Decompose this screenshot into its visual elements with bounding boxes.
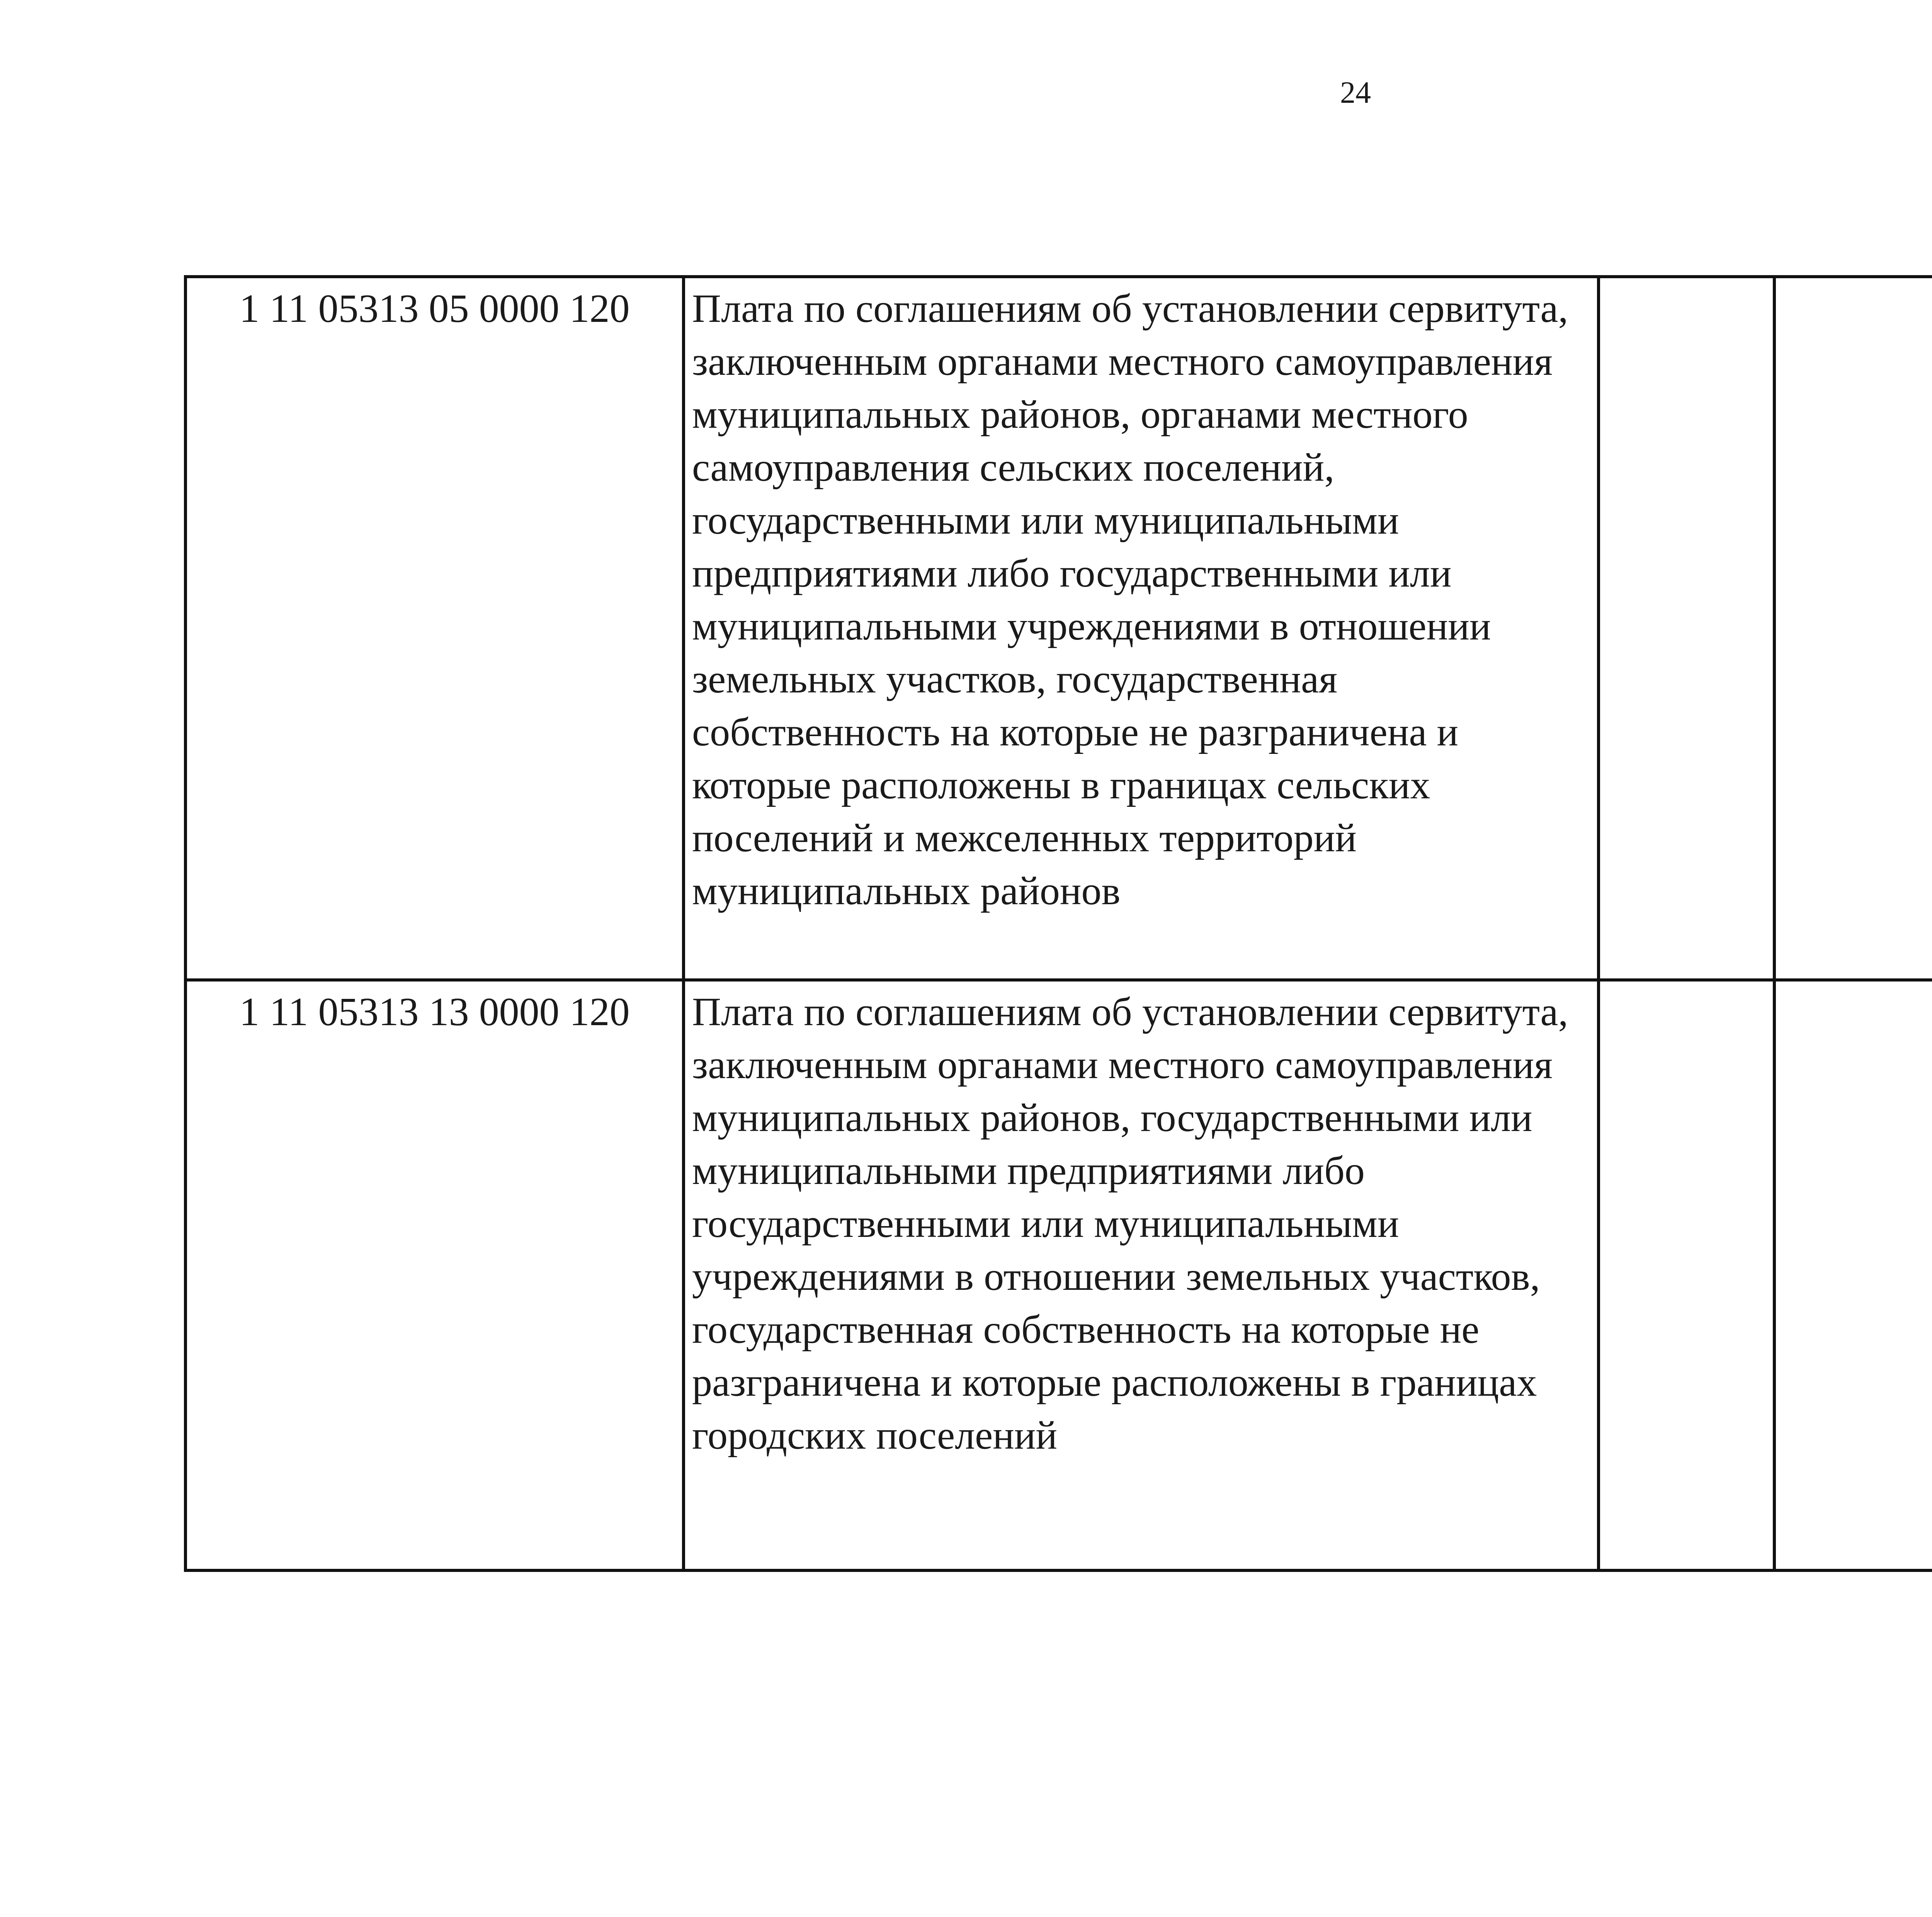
page-number: 24 <box>1340 76 1371 110</box>
value-cell <box>1774 980 1932 1570</box>
value-cell <box>1599 277 1774 980</box>
table-row <box>185 277 1932 980</box>
value-cell <box>1774 277 1932 980</box>
budget-code-cell: 1 11 05313 13 0000 120 <box>185 980 684 1570</box>
description-cell: Плата по соглашениям об установлении сервитута, заключенным органами местного самоуправления муниципальных районов, государственными или муниципальными предприятиями либо государственными или муниципальными учреждениями в отношении земельных участков, государственная собственность на которые не разграничена и которые расположены в границах городских поселений <box>684 980 1599 1570</box>
budget-table <box>184 275 1932 1572</box>
value-cell <box>1599 980 1774 1570</box>
table-row <box>185 980 1932 1570</box>
budget-code-cell: 1 11 05313 05 0000 120 <box>185 277 684 980</box>
description-cell: Плата по соглашениям об установлении сервитута, заключенным органами местного самоуправления муниципальных районов, органами местного самоуправления сельских поселений, государственными или муниципальными предприятиями либо государственными или муниципальными учреждениями в отношении земельных участков, государственная собственность на которые не разграничена и которые расположены в границах сельских поселений и межселенных территорий муниципальных районов <box>684 277 1599 980</box>
